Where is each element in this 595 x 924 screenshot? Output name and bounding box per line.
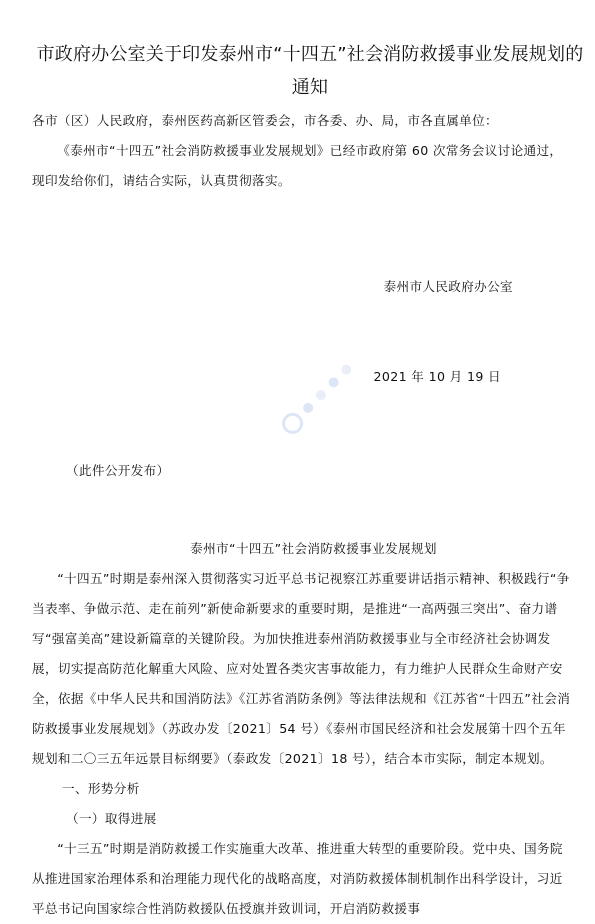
document-page — [0, 38, 595, 916]
plan-title: 泰州市“十四五”社会消防救援事业发展规划 — [190, 541, 437, 556]
section-heading: 一、形势分析 — [62, 781, 140, 796]
document-title: 市政府办公室关于印发泰州市“十四五”社会消防救援事业发展规划的通知 — [36, 44, 584, 98]
signature-date: 2021 年 10 月 19 日 — [373, 369, 501, 384]
signature-org: 泰州市人民政府办公室 — [383, 279, 513, 294]
subsection-heading: （一）取得进展 — [66, 811, 157, 826]
intro-paragraph: 《泰州市“十四五”社会消防救援事业发展规划》已经市政府第 60 次常务会议讨论通过，现印发给你们，请结合实际，认真贯彻落实。 — [32, 143, 563, 188]
section-paragraph: “十三五”时期是消防救援工作实施重大改革、推进重大转型的重要阶段。党中央、国务院从推进国家治理体系和治理能力现代化的战略高度，对消防救援体制机制作出科学设计，习近平总书记向国家综合性消防救援队伍授旗并致训词，开启消防救援事 — [32, 841, 563, 916]
plan-intro-paragraph: “十四五”时期是泰州深入贯彻落实习近平总书记视察江苏重要讲话指示精神、积极践行“争当表率、争做示范、走在前列”新使命新要求的重要时期，是推进“一高两强三突出”、奋力谱写“强富美高”建设新篇章的关键阶段。为加快推进泰州消防救援事业与全市经济社会协调发展，切实提高防范化解重大风险、应对处置各类灾害事故能力，有力维护人民群众生命财产安全，依据《中华人民共和国消防法》《江苏省消防条例》等法律法规和《江苏省“十四五”社会消防救援事业发展规划》（苏政办发〔2021〕54 号）《泰州市国民经济和社会发展第十四个五年规划和二〇三五年远景目标纲要》（泰政发〔2021〕18 号），结合本市实际，制定本规划。 — [32, 571, 571, 766]
salutation: 各市（区）人民政府，泰州医药高新区管委会，市各委、办、局，市各直属单位： — [32, 113, 498, 128]
signature-block — [54, 212, 573, 452]
publication-note: （此件公开发布） — [66, 463, 170, 478]
